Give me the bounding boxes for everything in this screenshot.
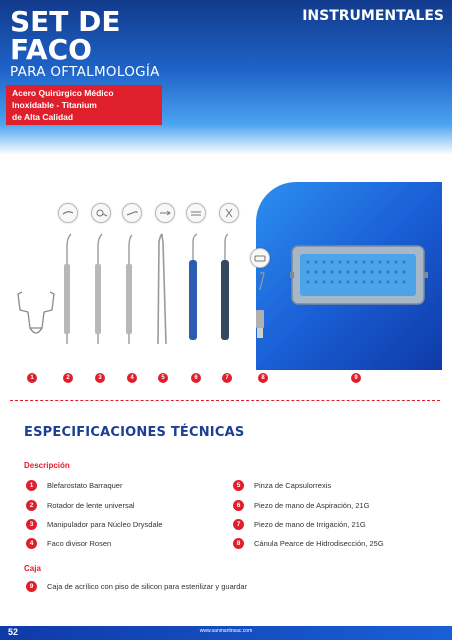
spec-number: 2: [26, 500, 37, 511]
phaco-chopper-instrument: [122, 232, 136, 348]
description-label: Descripción: [24, 461, 70, 470]
footer-url[interactable]: www.sanmartinsac.com: [199, 628, 253, 634]
title-line-2: FACO: [10, 33, 92, 66]
product-number-8: 8: [258, 373, 268, 383]
tip-detail-icon-5: [186, 203, 206, 223]
spec-text: Cánula Pearce de Hidrodisección, 25G: [254, 539, 384, 548]
aspiration-handpiece-instrument: [186, 232, 200, 348]
product-number-6: 6: [191, 373, 201, 383]
tip-detail-icon-6: [219, 203, 239, 223]
spec-text: Piezo de mano de Aspiración, 21G: [254, 501, 370, 510]
product-number-1: 1: [27, 373, 37, 383]
title-line-1: SET DE: [10, 5, 121, 38]
brand-label: INSTRUMENTALES: [302, 8, 444, 24]
page-subtitle: PARA OFTALMOLOGÍA: [10, 64, 160, 80]
material-badge: [6, 85, 162, 125]
lens-rotator-instrument: [60, 232, 74, 348]
nucleus-manipulator-instrument: [91, 232, 105, 348]
spec-number: 3: [26, 519, 37, 530]
product-number-3: 3: [95, 373, 105, 383]
tip-detail-icon-7: [250, 248, 270, 268]
section-divider: [10, 400, 440, 401]
spec-number: 6: [233, 500, 244, 511]
spec-number: 4: [26, 538, 37, 549]
spec-text: Manipulador para Núcleo Drysdale: [47, 520, 163, 529]
tip-detail-icon-1: [58, 203, 78, 223]
spec-text: Piezo de mano de Irrigación, 21G: [254, 520, 366, 529]
tip-detail-icon-3: [122, 203, 142, 223]
tip-detail-icon-4: [155, 203, 175, 223]
page-title: [10, 5, 121, 66]
page-footer: [0, 626, 452, 640]
sterilization-case: [290, 242, 428, 308]
product-number-9: 9: [351, 373, 361, 383]
page-number: 52: [8, 627, 19, 637]
irrigation-handpiece-instrument: [218, 232, 232, 348]
product-number-4: 4: [127, 373, 137, 383]
spec-text: Blefarostato Barraquer: [47, 481, 123, 490]
material-line-1: Acero Quirúrgico Médico: [12, 88, 114, 98]
spec-text: Pinza de Capsulorrexis: [254, 481, 332, 490]
product-number-7: 7: [222, 373, 232, 383]
speculum-instrument: [14, 288, 58, 342]
spec-number: 9: [26, 581, 37, 592]
spec-text: Faco divisor Rosen: [47, 539, 112, 548]
spec-number: 1: [26, 480, 37, 491]
hydrodissection-cannula-instrument: [252, 270, 268, 342]
spec-number: 5: [233, 480, 244, 491]
spec-number: 8: [233, 538, 244, 549]
specs-title: ESPECIFICACIONES TÉCNICAS: [24, 425, 245, 440]
material-line-2: Inoxidable - Titanium: [12, 100, 97, 110]
spec-text: Rotador de lente universal: [47, 501, 135, 510]
spec-text: Caja de acrílico con piso de silicon para esterilizar y guardar: [47, 582, 248, 591]
product-number-5: 5: [158, 373, 168, 383]
product-number-2: 2: [63, 373, 73, 383]
material-line-3: de Alta Calidad: [12, 112, 74, 122]
tip-detail-icon-2: [91, 203, 111, 223]
capsulorhexis-forceps-instrument: [152, 232, 172, 348]
case-label: Caja: [24, 564, 41, 573]
spec-number: 7: [233, 519, 244, 530]
